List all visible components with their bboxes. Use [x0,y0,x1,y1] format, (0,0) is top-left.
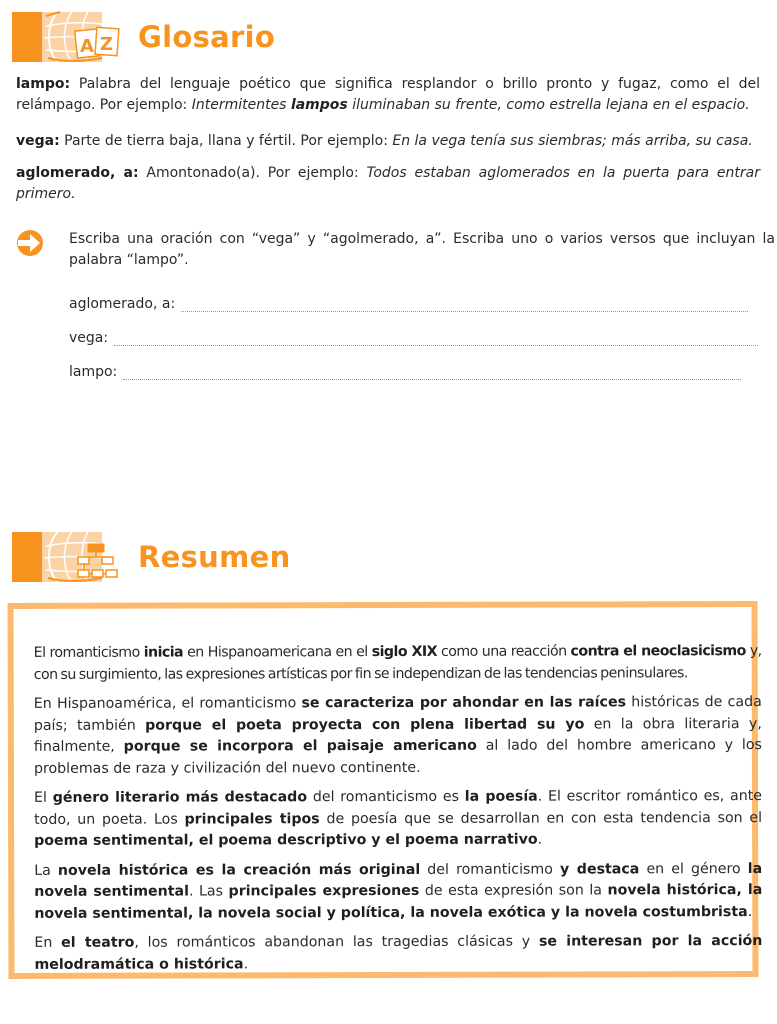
summary-title: Resumen [138,540,291,574]
summary-highlight: género literario más destacado [52,789,308,806]
summary-text: El romanticismo [33,644,144,661]
summary-highlight: principales expresiones [228,882,420,900]
summary-paragraph [34,786,762,852]
instruction-text: Escriba una oración con “vega” y “agolmerado, a”. Escriba uno o varios versos que incluyan la palabra “lampo”. [69,231,775,268]
summary-text: de poesía que se desarrollan en con esta tendencia son el [319,809,763,827]
glossary-term: aglomerado, a: [16,165,139,181]
summary-text: al lado del hombre americano y los problemas de raza y civilización del nuevo continente. [33,737,762,777]
glossary-example: Todos estaban aglomerados en la puerta para entrar primero. [16,165,760,202]
summary-text: en Hispanoamericana en el [183,644,372,661]
summary-header [12,530,291,584]
answer-field-lampo[interactable] [69,364,741,380]
summary-highlight: inicia [143,644,184,661]
summary-text: de esta expresión son la [419,882,608,899]
answer-line[interactable] [123,367,741,380]
glossary-definition: Palabra del lenguaje poético que significa resplandor o brillo pronto y fugaz, como el del relámpago. Por ejemplo: [16,76,760,113]
glossary-definition: Amontonado(a). Por ejemplo: [138,165,367,181]
summary-paragraph [34,931,762,976]
summary-text: . [243,955,249,972]
answer-line[interactable] [181,299,748,312]
summary-highlight: poema sentimental, el poema descriptivo y el poema narrativo [34,831,538,849]
glossary-entry-vega [16,131,760,152]
answer-field-aglomerado[interactable] [69,296,748,312]
glossary-term: lampo: [16,76,71,92]
field-label: aglomerado, a: [69,296,176,312]
glossary-term: vega: [16,133,60,149]
svg-text:A: A [80,36,94,57]
glossary-example: En la vega tenía sus siembras; más arriba, su casa. [392,133,753,149]
arrow-right-icon [16,229,46,257]
summary-highlight: siglo XIX [371,643,437,661]
summary-highlight: contra el neoclasicismo [570,643,746,660]
glossary-entry-aglomerado [16,163,760,205]
summary-box [8,601,763,979]
summary-content [34,641,763,984]
summary-text: . [537,831,543,848]
glossary-header [12,10,275,64]
summary-highlight: novela histórica es la creación más original [57,861,421,879]
summary-text: , los románticos abandonan las tragedias clásicas y [134,933,539,951]
glossary-entry-lampo [16,74,760,116]
field-label: vega: [69,330,109,346]
svg-text:Z: Z [100,34,114,55]
summary-text: en el género [639,860,748,877]
summary-text: como una reacción [436,643,571,660]
az-dictionary-icon [12,10,122,64]
summary-text: . [747,903,753,920]
summary-text: históricas de cada país; también [33,694,762,734]
summary-text: y, con su surgimiento, las expresiones artísticas por fin se independizan de las tendencias peninsulares. [33,643,762,683]
summary-highlight: principales tipos [184,810,320,828]
answer-field-vega[interactable] [69,330,758,346]
glossary-title: Glosario [138,20,276,54]
glossary-example: Intermitentes lampos iluminaban su frente, como estrella lejana en el espacio. [191,97,750,113]
summary-paragraph [34,859,762,925]
summary-text: en la obra literaria y, finalmente, [33,715,762,755]
glossary-definition: Parte de tierra baja, llana y fértil. Por ejemplo: [59,133,393,149]
summary-text: En Hispanoamérica, el romanticismo [33,695,302,712]
flowchart-icon [12,530,122,584]
summary-text: . Las [188,883,229,900]
summary-highlight: porque se incorpora el paisaje americano [123,737,477,755]
summary-highlight: el teatro [61,934,135,951]
summary-text: En [34,934,62,951]
summary-highlight: novela histórica, la novela sentimental, la novela social y política, la novela exótica y la novela costumbrista [34,882,763,922]
summary-highlight: la poesía [464,788,538,805]
summary-highlight: porque el poeta proyecta con plena libertad su yo [145,715,585,734]
summary-highlight: se caracteriza por ahondar en las raíces [301,694,627,712]
answer-line[interactable] [114,333,758,346]
summary-paragraph [34,641,762,686]
summary-text: del romanticismo es [307,788,465,806]
summary-text: del romanticismo [420,861,561,878]
summary-text: . El escritor romántico es, ante todo, un poeta. Los [34,788,763,828]
summary-paragraph [34,692,762,780]
summary-text: La [34,862,58,879]
summary-highlight: la novela sentimental [34,860,763,900]
summary-highlight: y destaca [559,860,640,878]
summary-text: El [33,789,53,806]
summary-highlight: se interesan por la acción melodramática o histórica [34,933,763,973]
field-label: lampo: [69,364,118,380]
